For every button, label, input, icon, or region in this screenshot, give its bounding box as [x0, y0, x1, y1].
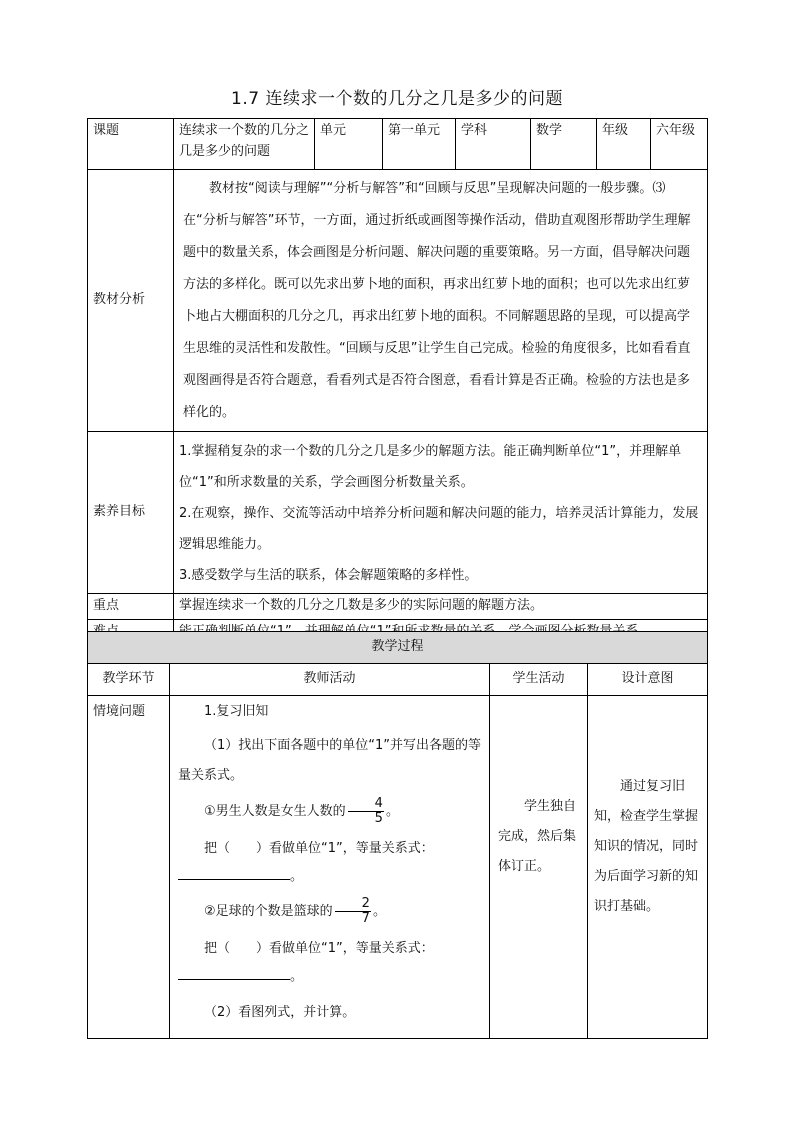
answer-line-2 — [178, 963, 481, 991]
column-header-intent: 设计意图 — [588, 664, 708, 696]
column-header-student: 学生活动 — [490, 664, 588, 696]
answer-line-1 — [178, 863, 481, 891]
fraction-2-7 — [335, 897, 371, 925]
question-2-text: ②足球的个数是篮球的 — [204, 903, 333, 919]
lesson-info-table — [87, 118, 708, 647]
fraction-numerator: 4 — [348, 797, 384, 812]
topic-key: 课题 — [88, 119, 174, 170]
goal-item-3: 3.感受数学与生活的联系，体会解题策略的多样性。 — [179, 568, 478, 583]
column-header-stage: 教学环节 — [88, 664, 170, 696]
subject-key: 学科 — [456, 119, 531, 170]
goal-item-1: 1.掌握稍复杂的求一个数的几分之几是多少的解题方法。能正确判断单位“1”，并理解单位“1”和所求数量的关系，学会画图分析数量关系。 — [179, 444, 682, 490]
process-row — [88, 696, 708, 1039]
teaching-process-table — [87, 631, 708, 1039]
header-row — [88, 119, 708, 170]
fraction-denominator: 5 — [374, 810, 383, 826]
topic-value: 连续求一个数的几分之几是多少的问题 — [174, 119, 315, 170]
design-intent-text: 通过复习旧知，检查学生掌握知识的情况，同时为后面学习新的知识打基础。 — [594, 779, 699, 914]
grade-value: 六年级 — [651, 119, 708, 170]
answer-blank-2[interactable] — [178, 965, 290, 980]
goals-label: 素养目标 — [88, 432, 174, 594]
column-header-teacher: 教师活动 — [170, 664, 490, 696]
key-point-text: 掌握连续求一个数的几分之几数是多少的实际问题的解题方法。 — [174, 594, 708, 620]
answer-line-end: 。 — [290, 868, 304, 884]
student-activity-text: 学生独自完成，然后集体订正。 — [498, 799, 577, 874]
question-1-text: ①男生人数是女生人数的 — [204, 803, 346, 819]
teacher-activity-cell — [170, 696, 490, 1039]
task-1-instruction: （1）找出下面各题中的单位“1”并写出各题的等量关系式。 — [178, 737, 482, 783]
unit-one-prompt-1: 把（ ）看做单位“1”，等量关系式： — [204, 840, 434, 856]
unit-key: 单元 — [315, 119, 383, 170]
process-heading: 教学过程 — [88, 632, 708, 664]
question-1 — [178, 797, 481, 827]
stage-cell: 情境问题 — [88, 696, 170, 1039]
goals-row — [88, 432, 708, 594]
analysis-text: 教材按“阅读与理解”“分析与解答”和“回顾与反思”呈现解决问题的一般步骤。⑶在“分析与解答”环节，一方面，通过折纸或画图等操作活动，借助直观图形帮助学生理解题中的数量关系，体会画图是分析问题、解决问题的重要策略。另一方面，倡导解决问题方法的多样化。既可以先求出萝卜地的面积，再求出红萝卜地的面积；也可以先求出红萝卜地占大棚面积的几分之几，再求出红萝卜地的面积。不同解题思路的呈现，可以提高学生思维的灵活性和发散性。“回顾与反思”让学生自己完成。检验的角度很多，比如看看直观图画得是否符合题意，看看列式是否符合图意，看看计算是否正确。检验的方法也是多样化的。 — [183, 181, 691, 420]
process-column-headers — [88, 664, 708, 696]
answer-blank-1[interactable] — [178, 865, 290, 880]
fraction-numerator: 2 — [335, 897, 371, 912]
subject-value: 数学 — [531, 119, 597, 170]
question-2 — [178, 897, 481, 927]
fraction-4-5 — [348, 797, 384, 825]
question-2-end: 。 — [372, 903, 386, 919]
analysis-row — [88, 170, 708, 432]
answer-line-end: 。 — [290, 968, 304, 984]
task-2-instruction: （2）看图列式，并计算。 — [204, 1004, 356, 1020]
review-heading: 1.复习旧知 — [204, 704, 269, 719]
unit-value: 第一单元 — [383, 119, 456, 170]
analysis-label: 教材分析 — [88, 170, 174, 432]
goal-item-2: 2.在观察，操作、交流等活动中培养分析问题和解决问题的能力，培养灵活计算能力，发展逻辑思维能力。 — [179, 506, 699, 552]
key-point-row — [88, 594, 708, 620]
document-title: 1.7 连续求一个数的几分之几是多少的问题 — [231, 89, 563, 109]
unit-one-prompt-2: 把（ ）看做单位“1”，等量关系式： — [204, 940, 434, 956]
key-point-label: 重点 — [88, 594, 174, 620]
fraction-denominator: 7 — [361, 910, 370, 926]
grade-key: 年级 — [597, 119, 651, 170]
question-1-end: 。 — [385, 803, 399, 819]
